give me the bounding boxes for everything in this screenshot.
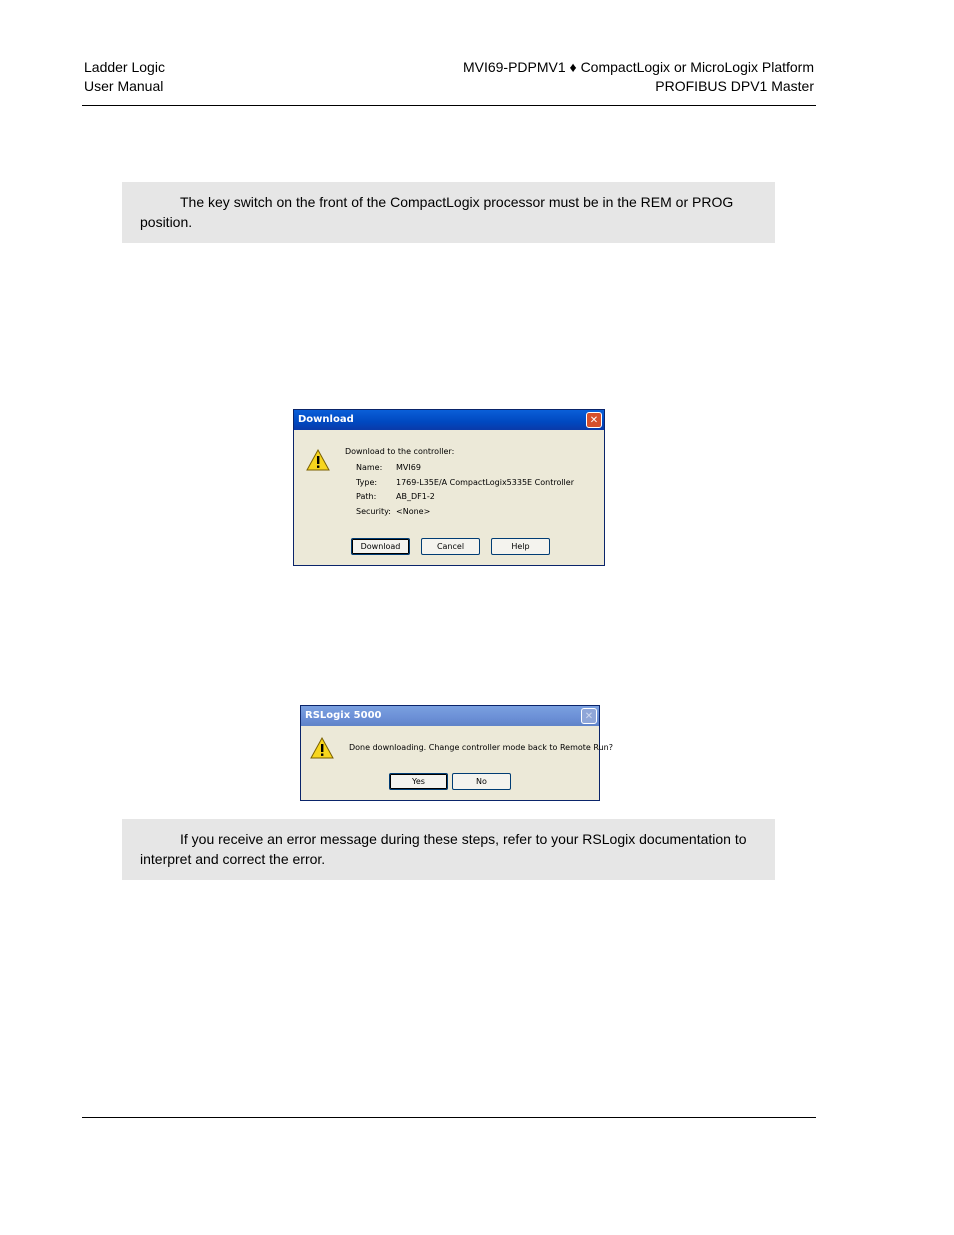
rslogix-message: Done downloading. Change controller mode back to Remote Run? [349,743,613,752]
warning-icon [310,736,334,760]
download-dialog-title: Download [298,414,354,425]
help-button[interactable]: Help [491,538,550,555]
download-heading: Download to the controller: [345,447,455,456]
close-icon[interactable]: ✕ [581,708,597,724]
label-name: Name: [356,463,383,472]
header-doc-title: Ladder Logic [84,59,165,75]
label-type: Type: [356,478,378,487]
header-doc-type: User Manual [84,78,164,94]
rslogix-dialog [300,705,613,801]
note-text: If you receive an error message during these steps, refer to your RSLogix documentation to interpret and correct the error. [140,831,747,867]
header-rule [82,105,816,106]
download-button[interactable]: Download [351,538,410,555]
value-path: AB_DF1-2 [396,492,435,501]
download-dialog-titlebar[interactable] [294,410,604,430]
header-subtitle: PROFIBUS DPV1 Master [655,78,814,94]
rslogix-dialog-title: RSLogix 5000 [305,710,382,721]
no-button[interactable]: No [452,773,511,790]
close-icon[interactable]: ✕ [586,412,602,428]
footer-rule [82,1117,816,1118]
note-box-key-switch [122,182,775,243]
yes-button[interactable]: Yes [389,773,448,790]
value-security: <None> [396,507,431,516]
label-security: Security: [356,507,391,516]
note-box-error [122,819,775,880]
value-type: 1769-L35E/A CompactLogix5335E Controller [396,478,574,487]
note-text: The key switch on the front of the CompactLogix processor must be in the REM or PROG position. [140,194,734,230]
header-product: MVI69-PDPMV1 ♦ CompactLogix or MicroLogix Platform [462,59,814,75]
header-right [463,58,814,96]
label-path: Path: [356,492,377,501]
header-left [84,58,165,96]
value-name: MVI69 [396,463,421,472]
cancel-button[interactable]: Cancel [421,538,480,555]
warning-icon [306,448,330,472]
rslogix-dialog-titlebar[interactable] [301,706,599,726]
download-dialog [293,409,605,566]
